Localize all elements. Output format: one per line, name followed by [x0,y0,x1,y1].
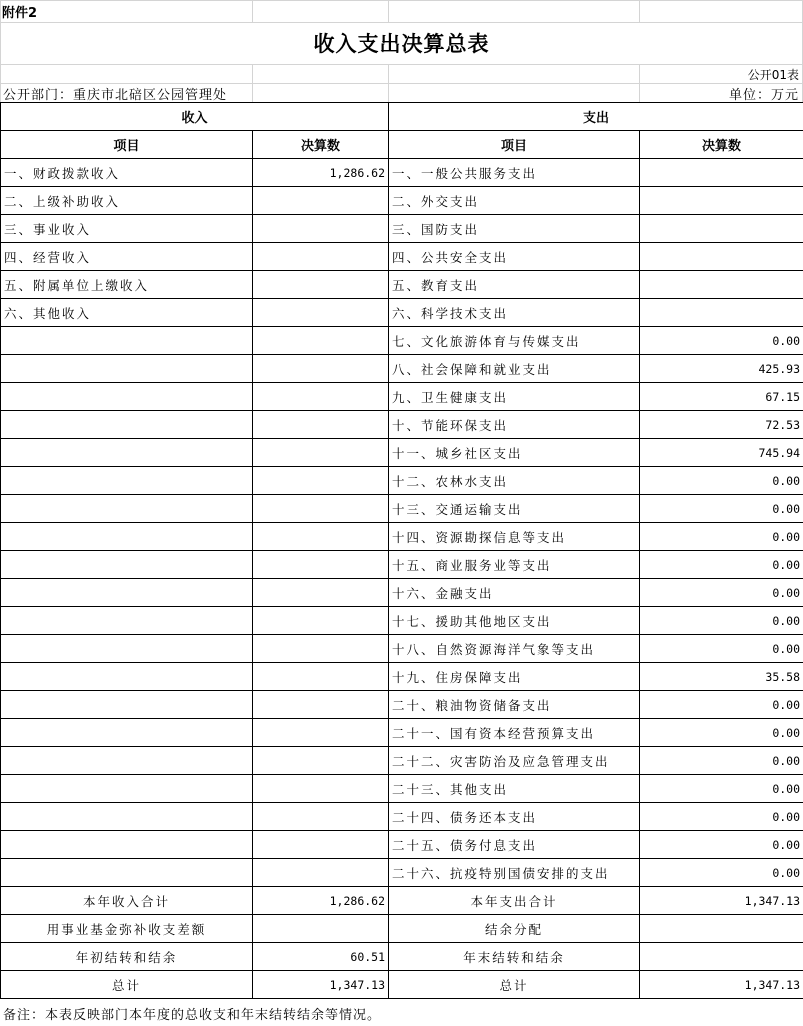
expense-item-value: 0.00 [640,635,803,663]
table-row [1,719,803,747]
table-row [1,299,803,327]
income-item-value [253,187,389,215]
expense-item-label: 六、科学技术支出 [389,299,640,327]
income-item-label: 一、财政拨款收入 [1,159,253,187]
table-row [1,607,803,635]
expense-item-label: 十五、商业服务业等支出 [389,551,640,579]
table-row [1,831,803,859]
income-item-value [253,215,389,243]
table-row [1,747,803,775]
expense-item-label: 十七、援助其他地区支出 [389,607,640,635]
income-empty-cell [253,691,389,719]
income-amount-header: 决算数 [253,131,389,159]
income-empty-cell [253,495,389,523]
income-empty-cell [253,439,389,467]
income-empty-cell [253,859,389,887]
expense-item-value: 0.00 [640,747,803,775]
income-empty-cell [1,775,253,803]
income-empty-cell [1,691,253,719]
income-empty-cell [253,719,389,747]
table-row [1,439,803,467]
expense-item-value: 0.00 [640,607,803,635]
expense-item-label: 二十五、债务付息支出 [389,831,640,859]
income-empty-cell [1,579,253,607]
table-row [1,355,803,383]
income-item-label: 五、附属单位上缴收入 [1,271,253,299]
expense-summary-label: 年末结转和结余 [389,943,640,971]
income-empty-cell [1,495,253,523]
expense-section-header: 支出 [389,103,803,131]
expense-item-value: 0.00 [640,691,803,719]
income-summary-label: 用事业基金弥补收支差额 [1,915,253,943]
page-title: 收入支出决算总表 [313,32,490,56]
summary-row [1,887,803,915]
expense-item-value: 0.00 [640,775,803,803]
income-empty-cell [253,831,389,859]
expense-item-label: 二十、粮油物资储备支出 [389,691,640,719]
income-empty-cell [1,719,253,747]
table-row [1,383,803,411]
expense-item-label: 十九、住房保障支出 [389,663,640,691]
income-empty-cell [253,663,389,691]
income-empty-cell [253,635,389,663]
income-empty-cell [1,327,253,355]
expense-item-label: 九、卫生健康支出 [389,383,640,411]
expense-item-value: 0.00 [640,859,803,887]
table-row [1,635,803,663]
expense-item-value: 0.00 [640,803,803,831]
expense-item-header: 项目 [389,131,640,159]
income-empty-cell [253,355,389,383]
income-item-label: 六、其他收入 [1,299,253,327]
income-summary-label: 年初结转和结余 [1,943,253,971]
table-row [1,523,803,551]
income-empty-cell [1,383,253,411]
expense-item-value: 0.00 [640,579,803,607]
expense-item-value: 72.53 [640,411,803,439]
table-row [1,243,803,271]
expense-item-value: 0.00 [640,719,803,747]
expense-item-value [640,271,803,299]
expense-item-value: 0.00 [640,327,803,355]
expense-item-label: 二十六、抗疫特别国债安排的支出 [389,859,640,887]
income-item-value [253,271,389,299]
expense-item-label: 二十三、其他支出 [389,775,640,803]
income-item-value [253,299,389,327]
table-row [1,467,803,495]
expense-summary-value [640,915,803,943]
table-row [1,551,803,579]
income-section-header: 收入 [1,103,389,131]
income-item-label: 三、事业收入 [1,215,253,243]
expense-item-label: 四、公共安全支出 [389,243,640,271]
expense-item-value: 0.00 [640,495,803,523]
income-empty-cell [1,803,253,831]
table-row [1,579,803,607]
income-item-label: 四、经营收入 [1,243,253,271]
income-expense-table [0,102,803,999]
income-summary-value: 1,286.62 [253,887,389,915]
expense-item-label: 十一、城乡社区支出 [389,439,640,467]
income-empty-cell [253,383,389,411]
expense-item-label: 十六、金融支出 [389,579,640,607]
expense-item-label: 二、外交支出 [389,187,640,215]
expense-item-label: 十二、农林水支出 [389,467,640,495]
expense-item-label: 一、一般公共服务支出 [389,159,640,187]
income-empty-cell [1,607,253,635]
income-empty-cell [1,859,253,887]
table-row [1,775,803,803]
table-row [1,859,803,887]
income-empty-cell [253,467,389,495]
footnote: 备注：本表反映部门本年度的总收支和年末结转结余等情况。 [3,1008,382,1023]
table-row [1,187,803,215]
expense-item-label: 二十二、灾害防治及应急管理支出 [389,747,640,775]
income-empty-cell [1,439,253,467]
expense-item-value: 425.93 [640,355,803,383]
expense-item-label: 十八、自然资源海洋气象等支出 [389,635,640,663]
expense-item-label: 三、国防支出 [389,215,640,243]
income-item-header: 项目 [1,131,253,159]
expense-item-label: 八、社会保障和就业支出 [389,355,640,383]
income-item-value: 1,286.62 [253,159,389,187]
summary-row [1,971,803,999]
expense-item-value [640,299,803,327]
expense-item-label: 二十四、债务还本支出 [389,803,640,831]
income-summary-label: 总计 [1,971,253,999]
table-row [1,663,803,691]
table-row [1,691,803,719]
income-summary-value: 60.51 [253,943,389,971]
expense-item-label: 七、文化旅游体育与传媒支出 [389,327,640,355]
table-row [1,215,803,243]
expense-summary-label: 总计 [389,971,640,999]
expense-summary-value: 1,347.13 [640,887,803,915]
table-row [1,803,803,831]
income-empty-cell [1,663,253,691]
expense-item-label: 十四、资源勘探信息等支出 [389,523,640,551]
expense-summary-value: 1,347.13 [640,971,803,999]
income-item-value [253,243,389,271]
column-header-row [1,131,803,159]
expense-summary-label: 结余分配 [389,915,640,943]
income-empty-cell [253,775,389,803]
section-header-row [1,103,803,131]
income-empty-cell [1,523,253,551]
income-empty-cell [1,831,253,859]
income-item-label: 二、上级补助收入 [1,187,253,215]
income-empty-cell [253,747,389,775]
income-empty-cell [253,803,389,831]
expense-item-label: 十、节能环保支出 [389,411,640,439]
income-summary-label: 本年收入合计 [1,887,253,915]
income-empty-cell [1,551,253,579]
income-empty-cell [253,579,389,607]
income-empty-cell [1,635,253,663]
table-row [1,495,803,523]
department-label: 公开部门：重庆市北碚区公园管理处 [3,88,228,103]
income-empty-cell [253,607,389,635]
income-empty-cell [1,747,253,775]
summary-row [1,915,803,943]
expense-item-value: 745.94 [640,439,803,467]
income-empty-cell [253,411,389,439]
attachment-label: 附件2 [2,6,38,21]
expense-item-value [640,159,803,187]
expense-item-value: 0.00 [640,523,803,551]
income-empty-cell [253,523,389,551]
expense-item-value [640,187,803,215]
table-row [1,159,803,187]
table-row [1,271,803,299]
expense-item-value [640,215,803,243]
income-empty-cell [253,327,389,355]
income-empty-cell [1,411,253,439]
table-row [1,411,803,439]
expense-item-value: 35.58 [640,663,803,691]
expense-item-label: 二十一、国有资本经营预算支出 [389,719,640,747]
expense-item-label: 十三、交通运输支出 [389,495,640,523]
expense-amount-header: 决算数 [640,131,803,159]
income-summary-value [253,915,389,943]
expense-item-value [640,243,803,271]
expense-item-label: 五、教育支出 [389,271,640,299]
expense-summary-value [640,943,803,971]
income-empty-cell [1,467,253,495]
expense-item-value: 67.15 [640,383,803,411]
summary-row [1,943,803,971]
expense-summary-label: 本年支出合计 [389,887,640,915]
table-number: 公开01表 [747,68,799,82]
expense-item-value: 0.00 [640,467,803,495]
unit-label: 单位：万元 [728,88,799,103]
expense-item-value: 0.00 [640,551,803,579]
income-empty-cell [1,355,253,383]
income-summary-value: 1,347.13 [253,971,389,999]
income-empty-cell [253,551,389,579]
expense-item-value: 0.00 [640,831,803,859]
table-row [1,327,803,355]
